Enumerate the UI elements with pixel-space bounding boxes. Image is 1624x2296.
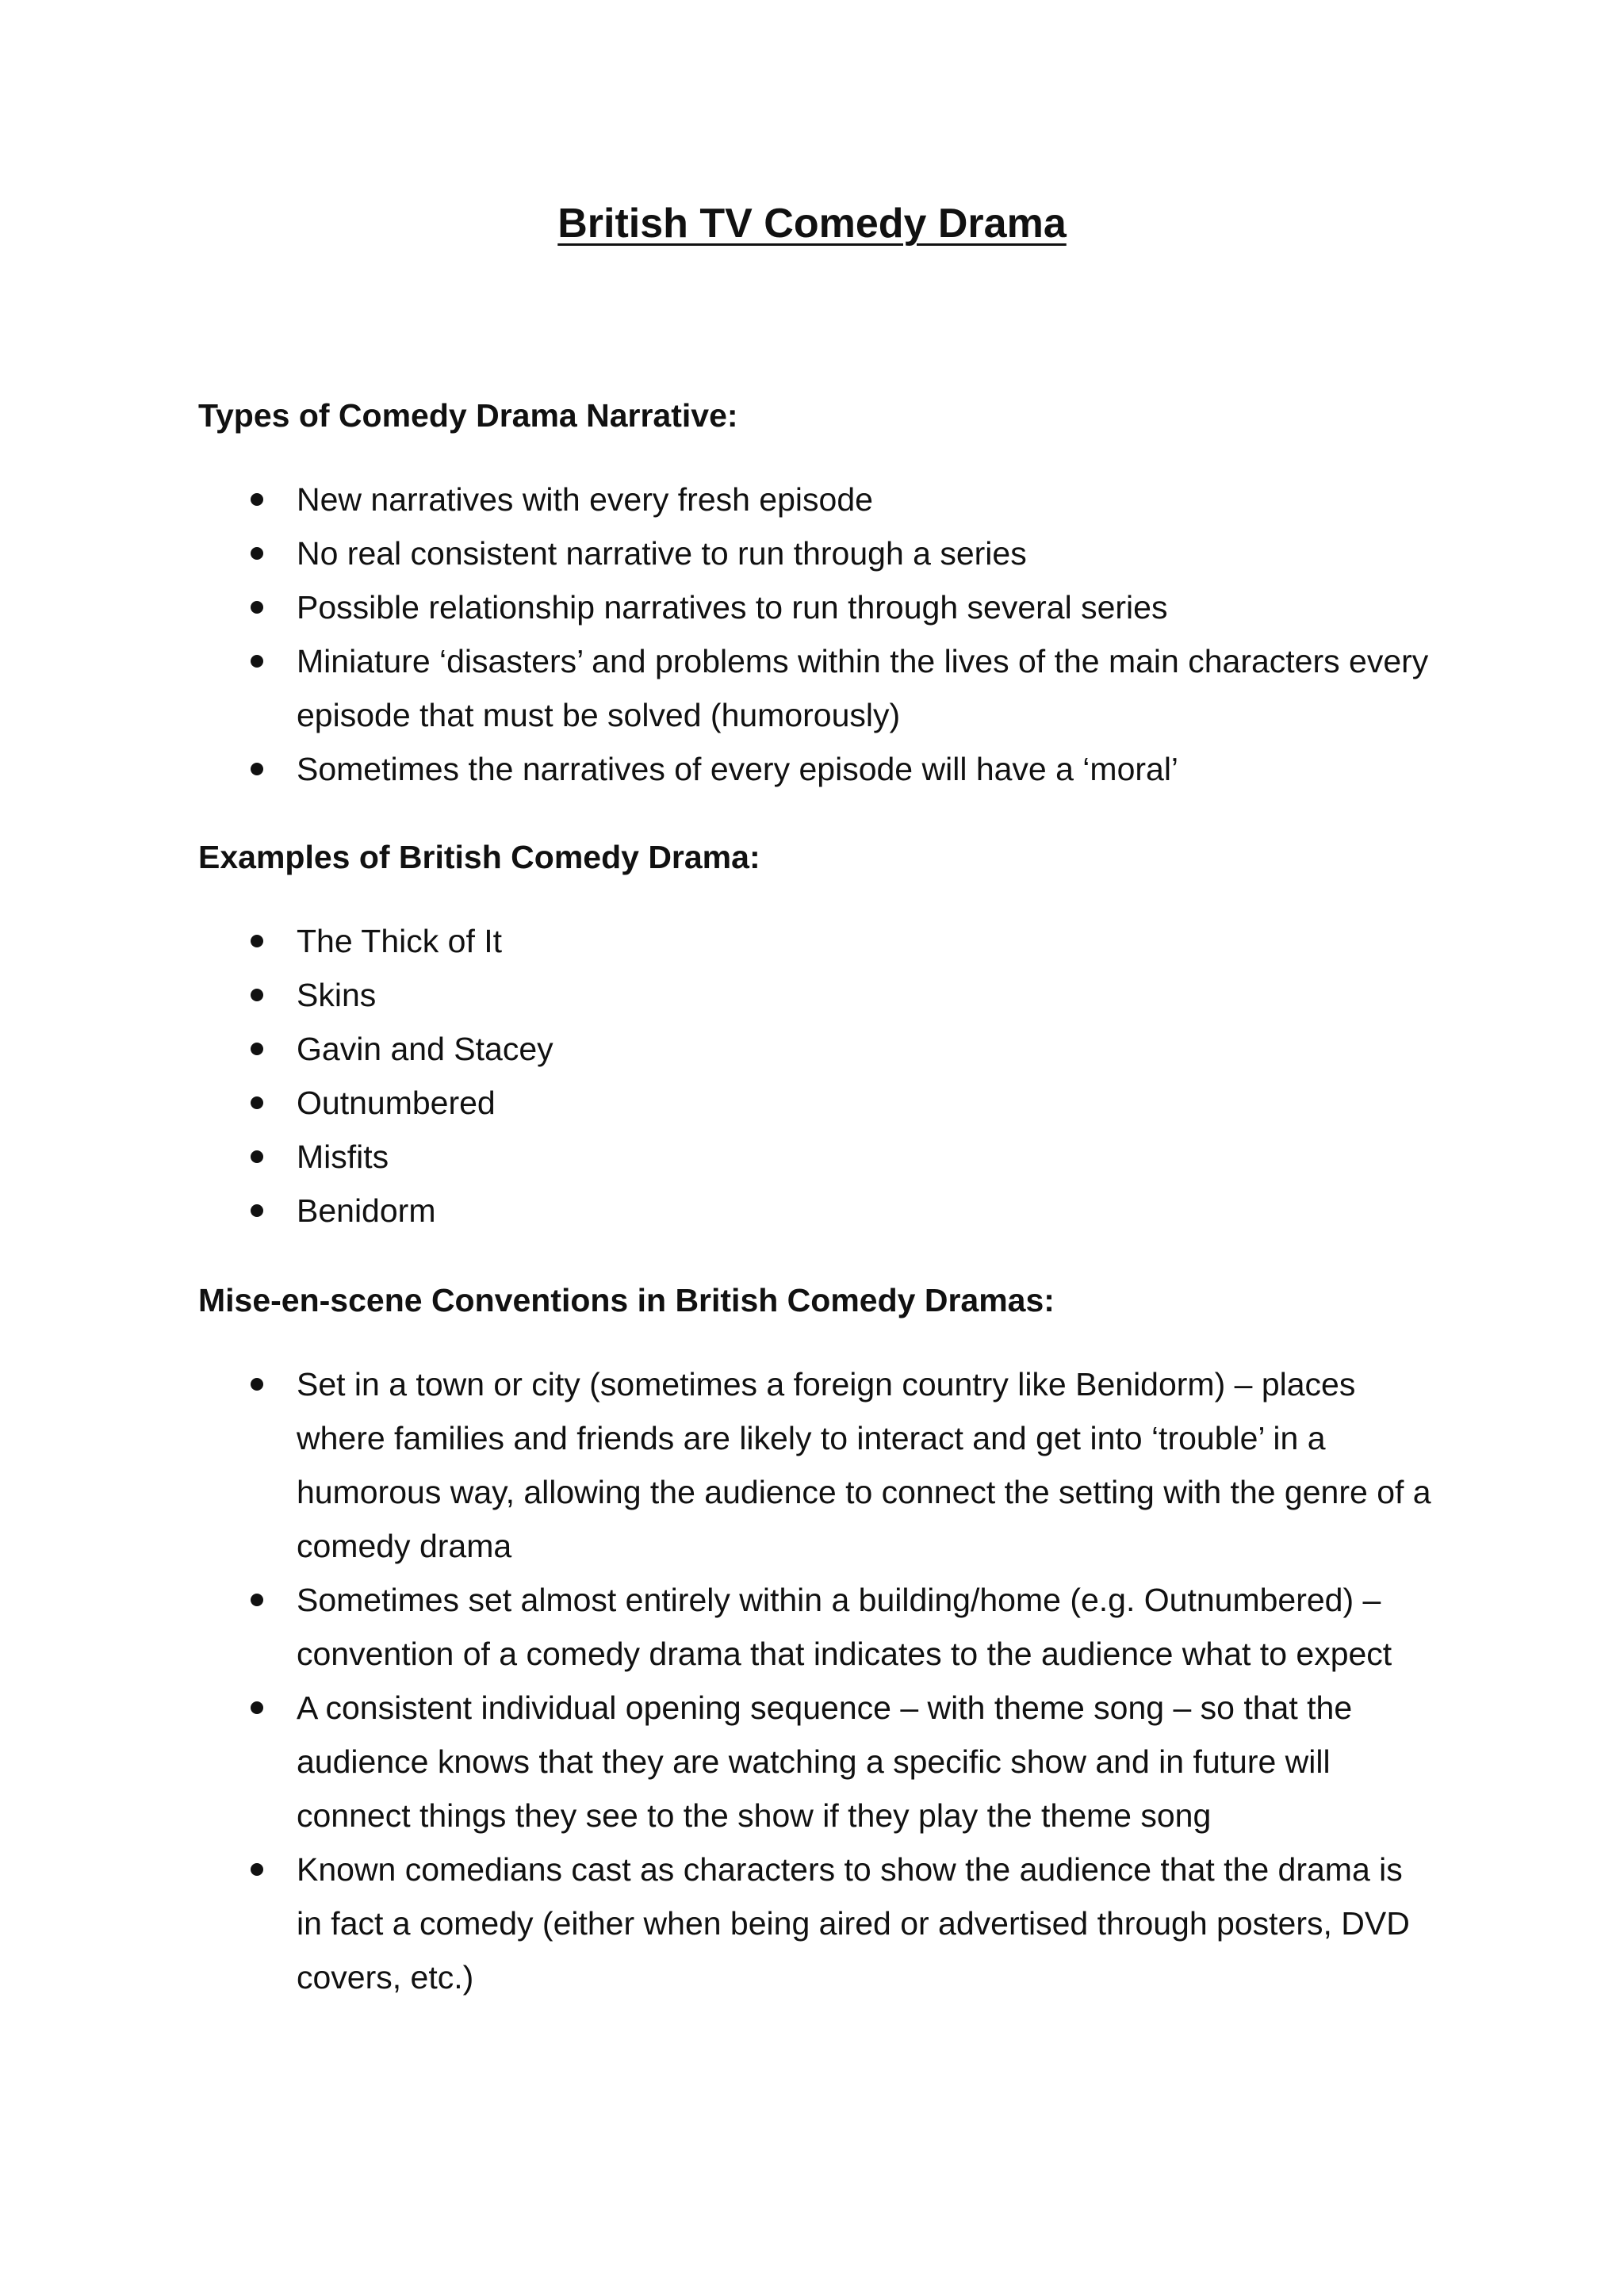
list-item-text: Sometimes the narratives of every episode will have a ‘moral’ <box>297 751 1179 787</box>
list-item <box>198 634 1435 742</box>
list-item <box>198 1357 1435 1573</box>
list-item-text: The Thick of It <box>297 923 503 959</box>
section-mise-en-scene <box>198 1278 1435 2004</box>
bullet-icon <box>251 1863 263 1876</box>
list-item <box>198 1843 1435 2004</box>
page-title: British TV Comedy Drama <box>557 201 1067 247</box>
list-item <box>198 1076 1435 1130</box>
bullet-icon <box>251 1701 263 1714</box>
bullet-icon <box>251 1378 263 1391</box>
bullet-icon <box>251 1204 263 1217</box>
list-item-text: Misfits <box>297 1138 389 1175</box>
bullet-icon <box>251 1096 263 1109</box>
list-item <box>198 968 1435 1022</box>
bullet-icon <box>251 601 263 614</box>
section-heading: Types of Comedy Drama Narrative: <box>198 397 738 434</box>
list-item-text: Gavin and Stacey <box>297 1031 553 1067</box>
list-item-text: Benidorm <box>297 1192 436 1229</box>
list-item-text: Miniature ‘disasters’ and problems within the lives of the main characters every episode that must be solved (humorously) <box>297 643 1429 733</box>
list-item-text: Sometimes set almost entirely within a building/home (e.g. Outnumbered) – convention of a comedy drama that indicates to the audience what to expect <box>297 1582 1392 1672</box>
list-item <box>198 1681 1435 1843</box>
list-item-text: Possible relationship narratives to run through several series <box>297 589 1168 626</box>
list-item-text: Set in a town or city (sometimes a foreign country like Benidorm) – places where families and friends are likely to interact and get into ‘trouble’ in a humorous way, allowing the audience to connect the setting with the genre of a comedy drama <box>297 1366 1431 1564</box>
list-item-text: A consistent individual opening sequence – with theme song – so that the audience knows that they are watching a specific show and in future will connect things they see to the show if they play the theme song <box>297 1689 1353 1834</box>
section-narrative-types <box>198 393 1435 796</box>
list-item-text: Outnumbered <box>297 1085 496 1121</box>
list-item <box>198 526 1435 580</box>
bullet-list <box>198 1357 1435 2004</box>
bullet-list <box>198 914 1435 1238</box>
bullet-icon <box>251 989 263 1001</box>
list-item-text: New narratives with every fresh episode <box>297 481 873 518</box>
bullet-list <box>198 473 1435 796</box>
list-item <box>198 1184 1435 1238</box>
bullet-icon <box>251 935 263 947</box>
list-item-text: Skins <box>297 977 377 1013</box>
section-examples <box>198 835 1435 1238</box>
section-heading: Examples of British Comedy Drama: <box>198 839 760 875</box>
list-item <box>198 914 1435 968</box>
section-heading: Mise-en-scene Conventions in British Comedy Dramas: <box>198 1282 1055 1318</box>
bullet-icon <box>251 1150 263 1163</box>
list-item <box>198 580 1435 634</box>
bullet-icon <box>251 547 263 560</box>
list-item <box>198 1022 1435 1076</box>
list-item <box>198 742 1435 796</box>
bullet-icon <box>251 763 263 775</box>
bullet-icon <box>251 493 263 506</box>
list-item-text: No real consistent narrative to run through a series <box>297 535 1027 572</box>
list-item <box>198 1573 1435 1681</box>
bullet-icon <box>251 655 263 668</box>
bullet-icon <box>251 1043 263 1055</box>
list-item <box>198 473 1435 526</box>
bullet-icon <box>251 1594 263 1606</box>
list-item-text: Known comedians cast as characters to show the audience that the drama is in fact a comedy (either when being aired or advertised through posters, DVD covers, etc.) <box>297 1851 1410 1996</box>
list-item <box>198 1130 1435 1184</box>
